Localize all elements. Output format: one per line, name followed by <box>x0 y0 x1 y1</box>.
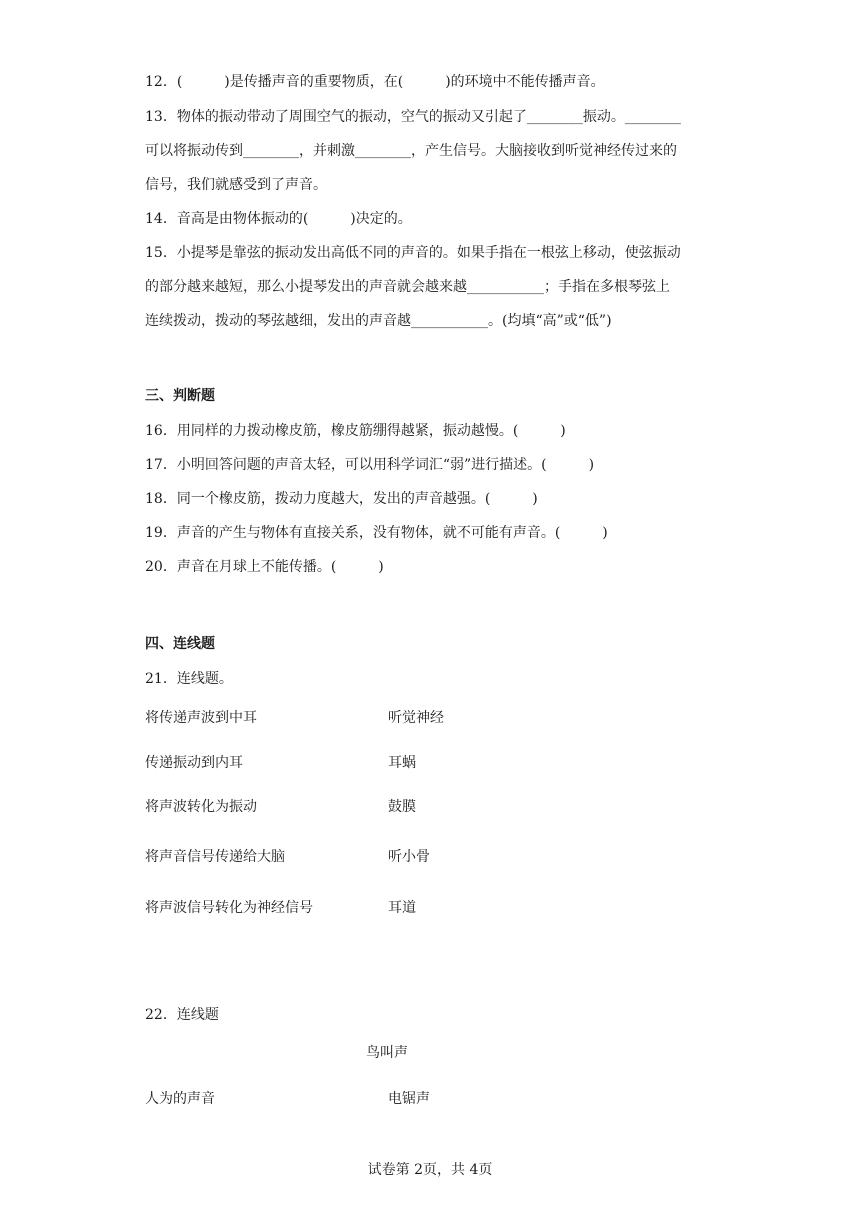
page-footer: 试卷第 2页，共 4页 <box>367 1162 493 1178</box>
q21-right-item: 耳蜗 <box>388 755 416 771</box>
q21-right-item: 听小骨 <box>388 849 430 865</box>
q21-right-item: 鼓膜 <box>388 799 416 815</box>
q22-center-item: 鸟叫声 <box>366 1045 408 1061</box>
q21-right-item: 耳道 <box>388 900 416 916</box>
question-22-title: 22．连线题 <box>145 1007 219 1023</box>
question-13-line-1: 13．物体的振动带动了周围空气的振动，空气的振动又引起了________振动。________ <box>145 109 681 125</box>
q21-left-item: 传递振动到内耳 <box>145 755 243 771</box>
question-13-line-3: 信号，我们就感受到了声音。 <box>145 177 327 193</box>
question-16: 16．用同样的力拨动橡皮筋，橡皮筋绷得越紧，振动越慢。( ) <box>145 423 566 439</box>
question-15-line-3: 连续拨动，拨动的琴弦越细，发出的声音越___________。(均填“高”或“低”) <box>145 313 612 329</box>
question-14: 14．音高是由物体振动的( )决定的。 <box>145 211 412 227</box>
q21-right-item: 听觉神经 <box>388 710 444 726</box>
question-12: 12．( )是传播声音的重要物质，在( )的环境中不能传播声音。 <box>145 74 605 90</box>
q22-right-item: 电锯声 <box>388 1091 430 1107</box>
question-20: 20．声音在月球上不能传播。( ) <box>145 559 384 575</box>
question-18: 18．同一个橡皮筋，拨动力度越大，发出的声音越强。( ) <box>145 491 538 507</box>
section-heading-judgement: 三、判断题 <box>145 388 215 404</box>
q22-left-item: 人为的声音 <box>145 1091 215 1107</box>
q21-left-item: 将声音信号传递给大脑 <box>145 849 285 865</box>
question-15-line-2: 的部分越来越短，那么小提琴发出的声音就会越来越___________；手指在多根琴弦上 <box>145 279 670 295</box>
question-17: 17．小明回答问题的声音太轻，可以用科学词汇“弱”进行描述。( ) <box>145 457 595 473</box>
q21-left-item: 将传递声波到中耳 <box>145 710 257 726</box>
q21-left-item: 将声波信号转化为神经信号 <box>145 900 313 916</box>
section-heading-matching: 四、连线题 <box>145 636 215 652</box>
question-21-title: 21．连线题。 <box>145 671 233 687</box>
question-13-line-2: 可以将振动传到________，并刺激________，产生信号。大脑接收到听觉神经传过来的 <box>145 143 677 159</box>
q21-left-item: 将声波转化为振动 <box>145 799 257 815</box>
question-19: 19．声音的产生与物体有直接关系，没有物体，就不可能有声音。( ) <box>145 525 608 541</box>
question-15-line-1: 15．小提琴是靠弦的振动发出高低不同的声音的。如果手指在一根弦上移动，使弦振动 <box>145 245 681 261</box>
